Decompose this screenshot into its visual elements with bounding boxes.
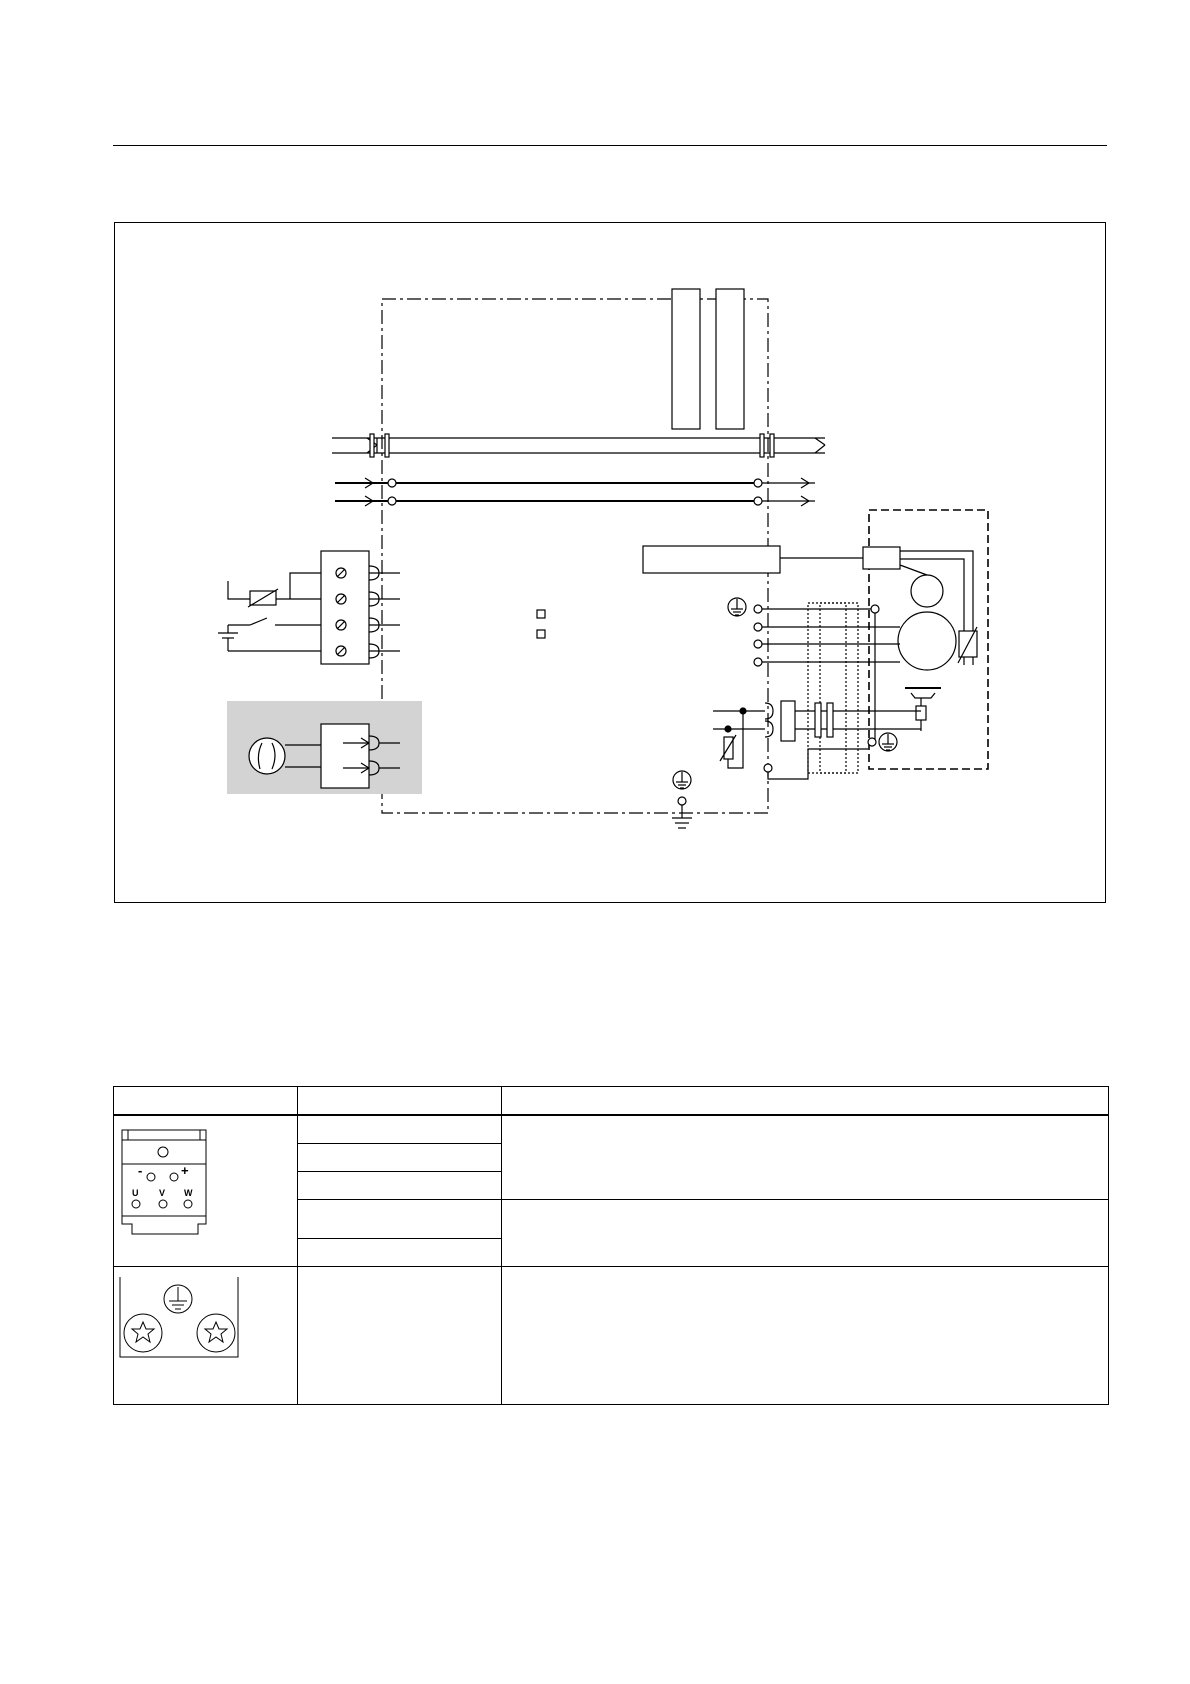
connection-diagram-figure [114, 222, 1106, 903]
connection-diagram [115, 223, 1107, 904]
svg-text:V: V [159, 1188, 166, 1198]
table-cell-desc [502, 1115, 1109, 1200]
power-output-lines [728, 598, 900, 773]
power-terminal-block-icon [114, 1116, 296, 1266]
status-indicator-1 [537, 610, 545, 618]
drive-ground [672, 771, 692, 828]
header-rule [113, 145, 1107, 146]
brake-circuit [713, 701, 921, 779]
table-cell [298, 1200, 502, 1239]
svg-text:U: U [132, 1188, 139, 1198]
table-cell [298, 1172, 502, 1200]
io-terminal-block [218, 551, 400, 664]
table-row [114, 1115, 1109, 1144]
module-slot-1 [672, 289, 700, 429]
svg-text:W: W [184, 1188, 193, 1198]
ground-terminal-cell [114, 1267, 298, 1405]
table-cell [298, 1239, 502, 1267]
table-cell [298, 1267, 502, 1405]
svg-text:+: + [181, 1163, 189, 1178]
table-cell [298, 1115, 502, 1144]
signal-lines [335, 478, 815, 506]
table-cell-desc [502, 1267, 1109, 1405]
table-cell [298, 1144, 502, 1172]
table-row [114, 1267, 1109, 1405]
status-indicator-2 [537, 630, 545, 638]
table-header-cell [502, 1087, 1109, 1116]
table-header-cell [298, 1087, 502, 1116]
svg-text:-: - [138, 1163, 143, 1178]
module-slot-2 [716, 289, 744, 429]
table-cell-desc [502, 1200, 1109, 1267]
terminal-table [113, 1086, 1109, 1405]
table-header-cell [114, 1087, 298, 1116]
table-header-row [114, 1087, 1109, 1116]
option-module [227, 701, 422, 794]
ground-terminal-icon [114, 1267, 296, 1403]
motor-enclosure [863, 510, 988, 769]
power-terminal-cell [114, 1115, 298, 1267]
bus-line [332, 434, 825, 457]
encoder-interface [643, 546, 780, 573]
